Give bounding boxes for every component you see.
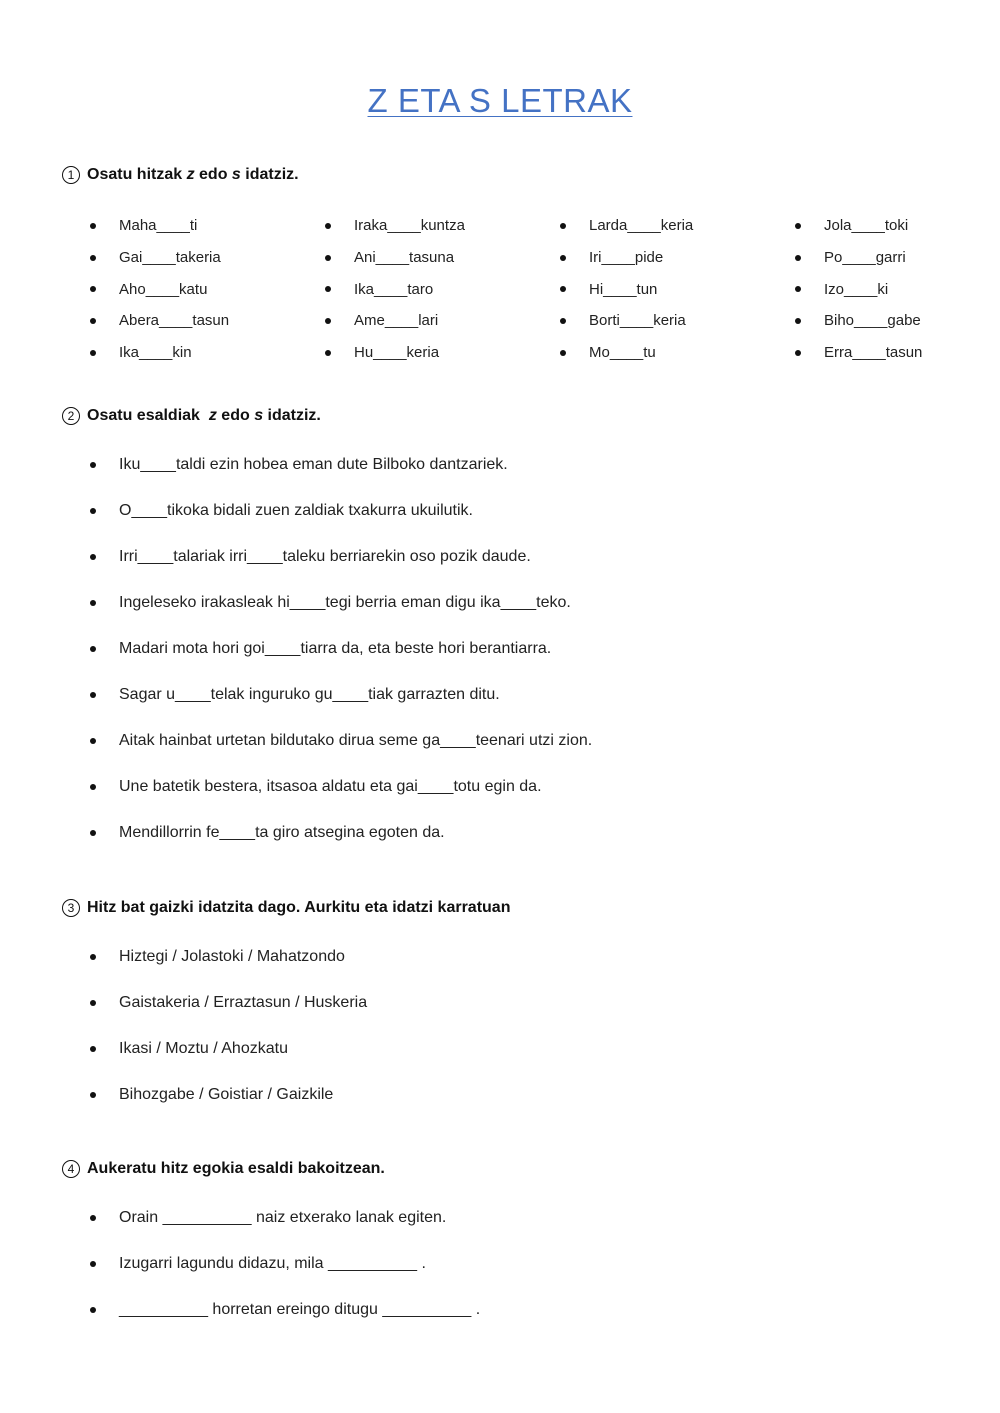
list-item (90, 718, 592, 764)
instruction-letter-z: z (208, 407, 217, 424)
instruction-part: Osatu hitzak (87, 166, 187, 183)
bullet-icon (325, 223, 331, 229)
item-text: Hiztegi / Jolastoki / Mahatzondo (119, 948, 345, 965)
list-item (795, 273, 975, 305)
bullet-icon (90, 554, 96, 560)
instruction-letter-s: s (254, 407, 264, 424)
item-text: Une batetik bestera, itsasoa aldatu eta gai____totu egin da. (119, 778, 542, 795)
section-4-heading (62, 1160, 385, 1178)
item-text: Abera____tasun (119, 312, 230, 330)
bullet-icon (90, 784, 96, 790)
bullet-icon (90, 600, 96, 606)
bullet-icon (90, 462, 96, 468)
bullet-icon (560, 286, 566, 292)
bullet-icon (90, 954, 96, 960)
list-item (90, 1287, 480, 1333)
bullet-icon (325, 318, 331, 324)
bullet-icon (90, 255, 96, 261)
bullet-icon (90, 1000, 96, 1006)
bullet-icon (325, 286, 331, 292)
item-text: Aitak hainbat urtetan bildutako dirua seme ga____teenari utzi zion. (119, 732, 593, 749)
list-item (90, 242, 325, 274)
list-item (325, 273, 560, 305)
instruction-part: idatziz. (240, 166, 299, 183)
item-text: Irri____talariak irri____taleku berriarekin oso pozik daude. (119, 548, 531, 565)
instruction-letter-z: z (186, 166, 195, 183)
list-item (90, 1072, 367, 1118)
list-item (90, 980, 367, 1026)
item-text: Iku____taldi ezin hobea eman dute Bilboko dantzariek. (119, 456, 508, 473)
item-text: Gaistakeria / Erraztasun / Huskeria (119, 994, 368, 1011)
item-text: Bihozgabe / Goistiar / Gaizkile (119, 1086, 334, 1103)
bullet-icon (90, 738, 96, 744)
bullet-icon (90, 318, 96, 324)
item-text: Aho____katu (119, 280, 208, 298)
list-item (90, 488, 592, 534)
list-item (325, 210, 560, 242)
list-item (560, 242, 795, 274)
section-3-heading (62, 899, 510, 917)
bullet-icon (90, 223, 96, 229)
bullet-icon (795, 286, 801, 292)
instruction-text: Aukeratu hitz egokia esaldi bakoitzean. (87, 1160, 385, 1177)
bullet-icon (90, 1092, 96, 1098)
list-item (325, 242, 560, 274)
item-text: Borti____keria (589, 312, 686, 330)
bullet-icon (90, 350, 96, 356)
item-text: Izo____ki (824, 280, 889, 298)
list-item (325, 305, 560, 337)
instruction-part: edo (216, 407, 255, 424)
bullet-icon (90, 692, 96, 698)
bullet-icon (560, 350, 566, 356)
item-text: Hi____tun (589, 280, 658, 298)
list-item (90, 934, 367, 980)
list-item (90, 580, 592, 626)
section-number: 3 (62, 899, 80, 917)
item-text: Maha____ti (119, 217, 198, 235)
item-text: Ame____lari (354, 312, 439, 330)
sentence-list (90, 442, 592, 856)
list-item (560, 305, 795, 337)
item-text: Erra____tasun (824, 344, 923, 362)
instruction-letter-s: s (231, 166, 241, 183)
section-number: 2 (62, 407, 80, 425)
item-text: Po____garri (824, 249, 906, 267)
bullet-icon (795, 223, 801, 229)
list-item (795, 337, 975, 369)
item-text: Mendillorrin fe____ta giro atsegina egoten da. (119, 824, 445, 841)
list-item (560, 337, 795, 369)
list-item (90, 810, 592, 856)
list-item (90, 1195, 480, 1241)
item-text: Mo____tu (589, 344, 656, 362)
bullet-icon (90, 1046, 96, 1052)
list-item (560, 210, 795, 242)
item-text: Iri____pide (589, 249, 664, 267)
choice-list (90, 1195, 480, 1333)
list-item (90, 672, 592, 718)
instruction-part: Osatu esaldiak (87, 407, 209, 424)
bullet-icon (90, 1215, 96, 1221)
list-item (325, 337, 560, 369)
bullet-icon (560, 223, 566, 229)
bullet-icon (90, 1307, 96, 1313)
bullet-icon (90, 286, 96, 292)
item-text: Jola____toki (824, 217, 909, 235)
bullet-icon (90, 646, 96, 652)
list-item (90, 305, 325, 337)
item-text: Ani____tasuna (354, 249, 455, 267)
bullet-icon (325, 350, 331, 356)
item-text: Iraka____kuntza (354, 217, 465, 235)
item-text: Izugarri lagundu didazu, mila __________ . (119, 1255, 426, 1272)
section-number: 4 (62, 1160, 80, 1178)
page-title: Z ETA S LETRAK (367, 82, 633, 119)
instruction-part: idatziz. (263, 407, 321, 424)
list-item (795, 305, 975, 337)
list-item (90, 1241, 480, 1287)
word-grid (90, 210, 975, 368)
instruction-part: edo (194, 166, 232, 183)
list-item (90, 764, 592, 810)
list-item (90, 626, 592, 672)
bullet-icon (795, 350, 801, 356)
item-text: Larda____keria (589, 217, 694, 235)
bullet-icon (560, 255, 566, 261)
list-item (90, 337, 325, 369)
item-text: O____tikoka bidali zuen zaldiak txakurra ukuilutik. (119, 502, 473, 519)
section-number: 1 (62, 166, 80, 184)
bullet-icon (90, 830, 96, 836)
item-text: Gai____takeria (119, 249, 221, 267)
item-text: Ingeleseko irakasleak hi____tegi berria eman digu ika____teko. (119, 594, 571, 611)
bullet-icon (325, 255, 331, 261)
bullet-icon (560, 318, 566, 324)
list-item (90, 210, 325, 242)
section-1-heading (62, 166, 299, 184)
item-text: Sagar u____telak inguruko gu____tiak garrazten ditu. (119, 686, 500, 703)
item-text: Biho____gabe (824, 312, 921, 330)
item-text: Ikasi / Moztu / Ahozkatu (119, 1040, 288, 1057)
instruction-text: Hitz bat gaizki idatzita dago. Aurkitu eta idatzi karratuan (87, 899, 511, 916)
list-item (560, 273, 795, 305)
list-item (795, 210, 975, 242)
bullet-icon (90, 508, 96, 514)
list-item (90, 1026, 367, 1072)
word-set-list (90, 934, 367, 1118)
list-item (90, 273, 325, 305)
item-text: Hu____keria (354, 344, 440, 362)
list-item (90, 534, 592, 580)
item-text: Ika____kin (119, 344, 192, 362)
item-text: Ika____taro (354, 280, 434, 298)
section-2-heading (62, 407, 321, 425)
bullet-icon (795, 255, 801, 261)
bullet-icon (795, 318, 801, 324)
item-text: __________ horretan ereingo ditugu __________ . (119, 1301, 481, 1318)
item-text: Madari mota hori goi____tiarra da, eta beste hori berantiarra. (119, 640, 552, 657)
bullet-icon (90, 1261, 96, 1267)
item-text: Orain __________ naiz etxerako lanak egiten. (119, 1209, 447, 1226)
list-item (90, 442, 592, 488)
list-item (795, 242, 975, 274)
